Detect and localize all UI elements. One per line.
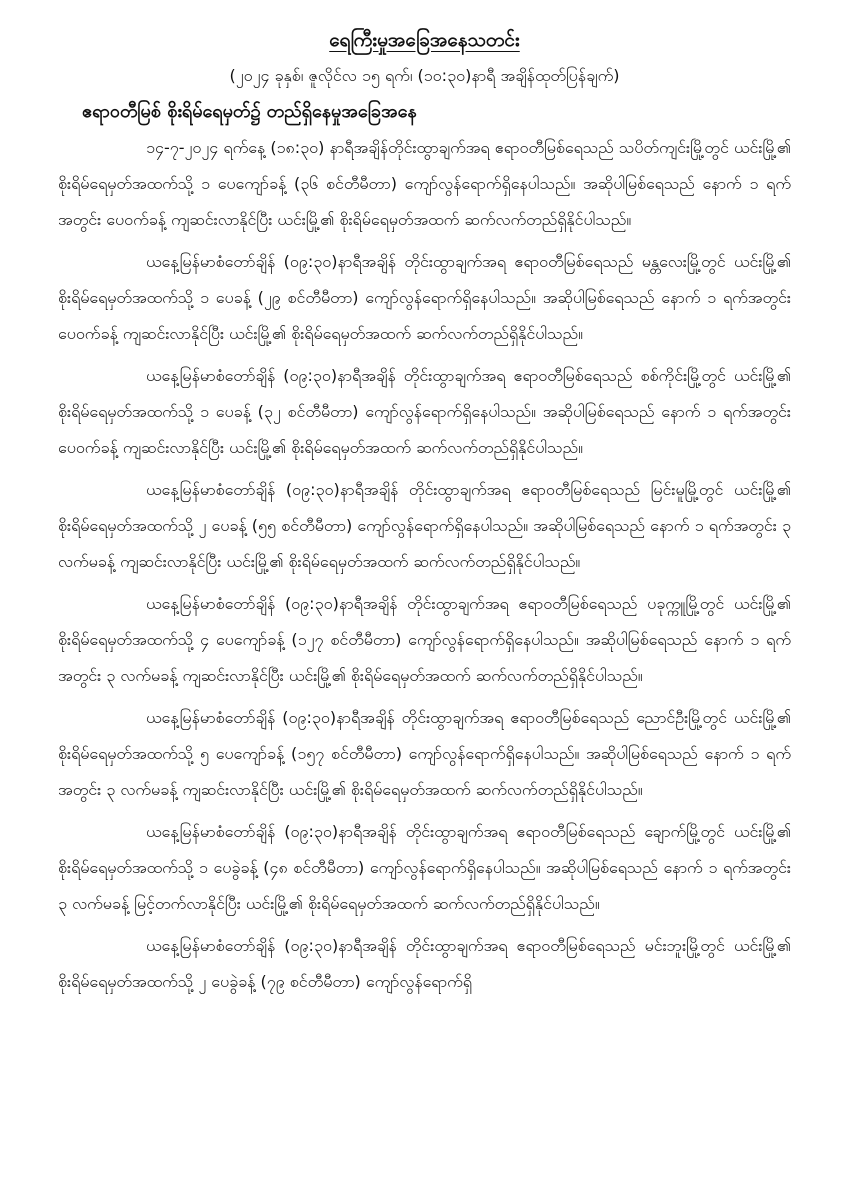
paragraph-minbu: ယနေ့မြန်မာစံတော်ချိန် (၀၉:၃၀)နာရီအချိန် တိုင်းထွာချက်အရ ဧရာဝတီမြစ်ရေသည် မင်းဘူးမြို့တွင် ယင်းမြို့၏ စိုးရိမ်ရေမှတ်အထက်သို့ ၂ ပေခွဲခန့် (၇၉ စင်တီမီတာ) ကျော်လွန်ရောက်ရှိ (58, 936, 791, 991)
document-subtitle: (၂၀၂၄ ခုနှစ်၊ ဇူလိုင်လ ၁၅ ရက်၊ (၁၀:၃၀)နာရီ အချိန်ထုတ်ပြန်ချက်) (229, 66, 620, 85)
paragraph-thabeikkyin: ၁၄-၇-၂၀၂၄ ရက်နေ့ (၁၈:၃၀) နာရီအချိန်တိုင်းထွာချက်အရ ဧရာဝတီမြစ်ရေသည် သပိတ်ကျင်းမြို့တွင် ယင်းမြို့၏ စိုးရိမ်ရေမှတ်အထက်သို့ ၁ ပေကျော်ခန့် (၃၆ စင်တီမီတာ) ကျော်လွန်ရောက်ရှိနေပါသည်။ အဆိုပါမြစ်ရေသည် နောက် ၁ ရက်အတွင်း ပေဝက်ခန့် ကျဆင်းလာနိုင်ပြီး ယင်းမြို့၏ စိုးရိမ်ရေမှတ်အထက် ဆက်လက်တည်ရှိနိုင်ပါသည်။ (58, 138, 791, 229)
paragraph-mandalay: ယနေ့မြန်မာစံတော်ချိန် (၀၉:၃၀)နာရီအချိန် တိုင်းထွာချက်အရ ဧရာဝတီမြစ်ရေသည် မန္တလေးမြို့တွင် ယင်းမြို့၏ စိုးရိမ်ရေမှတ်အထက်သို့ ၁ ပေခန့် (၂၉ စင်တီမီတာ) ကျော်လွန်ရောက်ရှိနေပါသည်။ အဆိုပါမြစ်ရေသည် နောက် ၁ ရက်အတွင်း ပေဝက်ခန့် ကျဆင်းလာနိုင်ပြီး ယင်းမြို့၏ စိုးရိမ်ရေမှတ်အထက် ဆက်လက်တည်ရှိနိုင်ပါသည်။ (58, 252, 791, 343)
paragraph-chauk: ယနေ့မြန်မာစံတော်ချိန် (၀၉:၃၀)နာရီအချိန် တိုင်းထွာချက်အရ ဧရာဝတီမြစ်ရေသည် ချောက်မြို့တွင် ယင်းမြို့၏ စိုးရိမ်ရေမှတ်အထက်သို့ ၁ ပေခွဲခန့် (၄၈ စင်တီမီတာ) ကျော်လွန်ရောက်ရှိနေပါသည်။ အဆိုပါမြစ်ရေသည် နောက် ၁ ရက်အတွင်း ၃ လက်မခန့် မြင့်တက်လာနိုင်ပြီး ယင်းမြို့၏ စိုးရိမ်ရေမှတ်အထက် ဆက်လက်တည်ရှိနိုင်ပါသည်။ (58, 822, 791, 913)
title-block (58, 22, 791, 58)
document-title: ရေကြီးမှုအခြေအနေသတင်း (329, 29, 520, 51)
paragraph-nyaung-u: ယနေ့မြန်မာစံတော်ချိန် (၀၉:၃၀)နာရီအချိန် တိုင်းထွာချက်အရ ဧရာဝတီမြစ်ရေသည် ညောင်ဦးမြို့တွင် ယင်းမြို့၏ စိုးရိမ်ရေမှတ်အထက်သို့ ၅ ပေကျော်ခန့် (၁၅၇ စင်တီမီတာ) ကျော်လွန်ရောက်ရှိနေပါသည်။ အဆိုပါမြစ်ရေသည် နောက် ၁ ရက်အတွင်း ၃ လက်မခန့် ကျဆင်းလာနိုင်ပြီး ယင်းမြို့၏ စိုးရိမ်ရေမှတ်အထက် ဆက်လက်တည်ရှိနိုင်ပါသည်။ (58, 708, 791, 799)
document-body (58, 130, 791, 1000)
paragraph-pakokku: ယနေ့မြန်မာစံတော်ချိန် (၀၉:၃၀)နာရီအချိန် တိုင်းထွာချက်အရ ဧရာဝတီမြစ်ရေသည် ပခုက္ကူမြို့တွင် ယင်းမြို့၏ စိုးရိမ်ရေမှတ်အထက်သို့ ၄ ပေကျော်ခန့် (၁၂၇ စင်တီမီတာ) ကျော်လွန်ရောက်ရှိနေပါသည်။ အဆိုပါမြစ်ရေသည် နောက် ၁ ရက်အတွင်း ၃ လက်မခန့် ကျဆင်းလာနိုင်ပြီး ယင်းမြို့၏ စိုးရိမ်ရေမှတ်အထက် ဆက်လက်တည်ရှိနိုင်ပါသည်။ (58, 594, 791, 685)
paragraph-sagaing: ယနေ့မြန်မာစံတော်ချိန် (၀၉:၃၀)နာရီအချိန် တိုင်းထွာချက်အရ ဧရာဝတီမြစ်ရေသည် စစ်ကိုင်းမြို့တွင် ယင်းမြို့၏ စိုးရိမ်ရေမှတ်အထက်သို့ ၁ ပေခန့် (၃၂ စင်တီမီတာ) ကျော်လွန်ရောက်ရှိနေပါသည်။ အဆိုပါမြစ်ရေသည် နောက် ၁ ရက်အတွင်း ပေဝက်ခန့် ကျဆင်းလာနိုင်ပြီး ယင်းမြို့၏ စိုးရိမ်ရေမှတ်အထက် ဆက်လက်တည်ရှိနိုင်ပါသည်။ (58, 366, 791, 457)
section-heading: ဧရာဝတီမြစ် စိုးရိမ်ရေမှတ်၌ တည်ရှိနေမှုအခြေအနေ (82, 101, 417, 122)
paragraph-myinmu: ယနေ့မြန်မာစံတော်ချိန် (၀၉:၃၀)နာရီအချိန် တိုင်းထွာချက်အရ ဧရာဝတီမြစ်ရေသည် မြင်းမူမြို့တွင် ယင်းမြို့၏ စိုးရိမ်ရေမှတ်အထက်သို့ ၂ ပေခန့် (၅၅ စင်တီမီတာ) ကျော်လွန်ရောက်ရှိနေပါသည်။ အဆိုပါမြစ်ရေသည် နောက် ၁ ရက်အတွင်း ၃ လက်မခန့် ကျဆင်းလာနိုင်ပြီး ယင်းမြို့၏ စိုးရိမ်ရေမှတ်အထက် ဆက်လက်တည်ရှိနိုင်ပါသည်။ (58, 480, 791, 571)
